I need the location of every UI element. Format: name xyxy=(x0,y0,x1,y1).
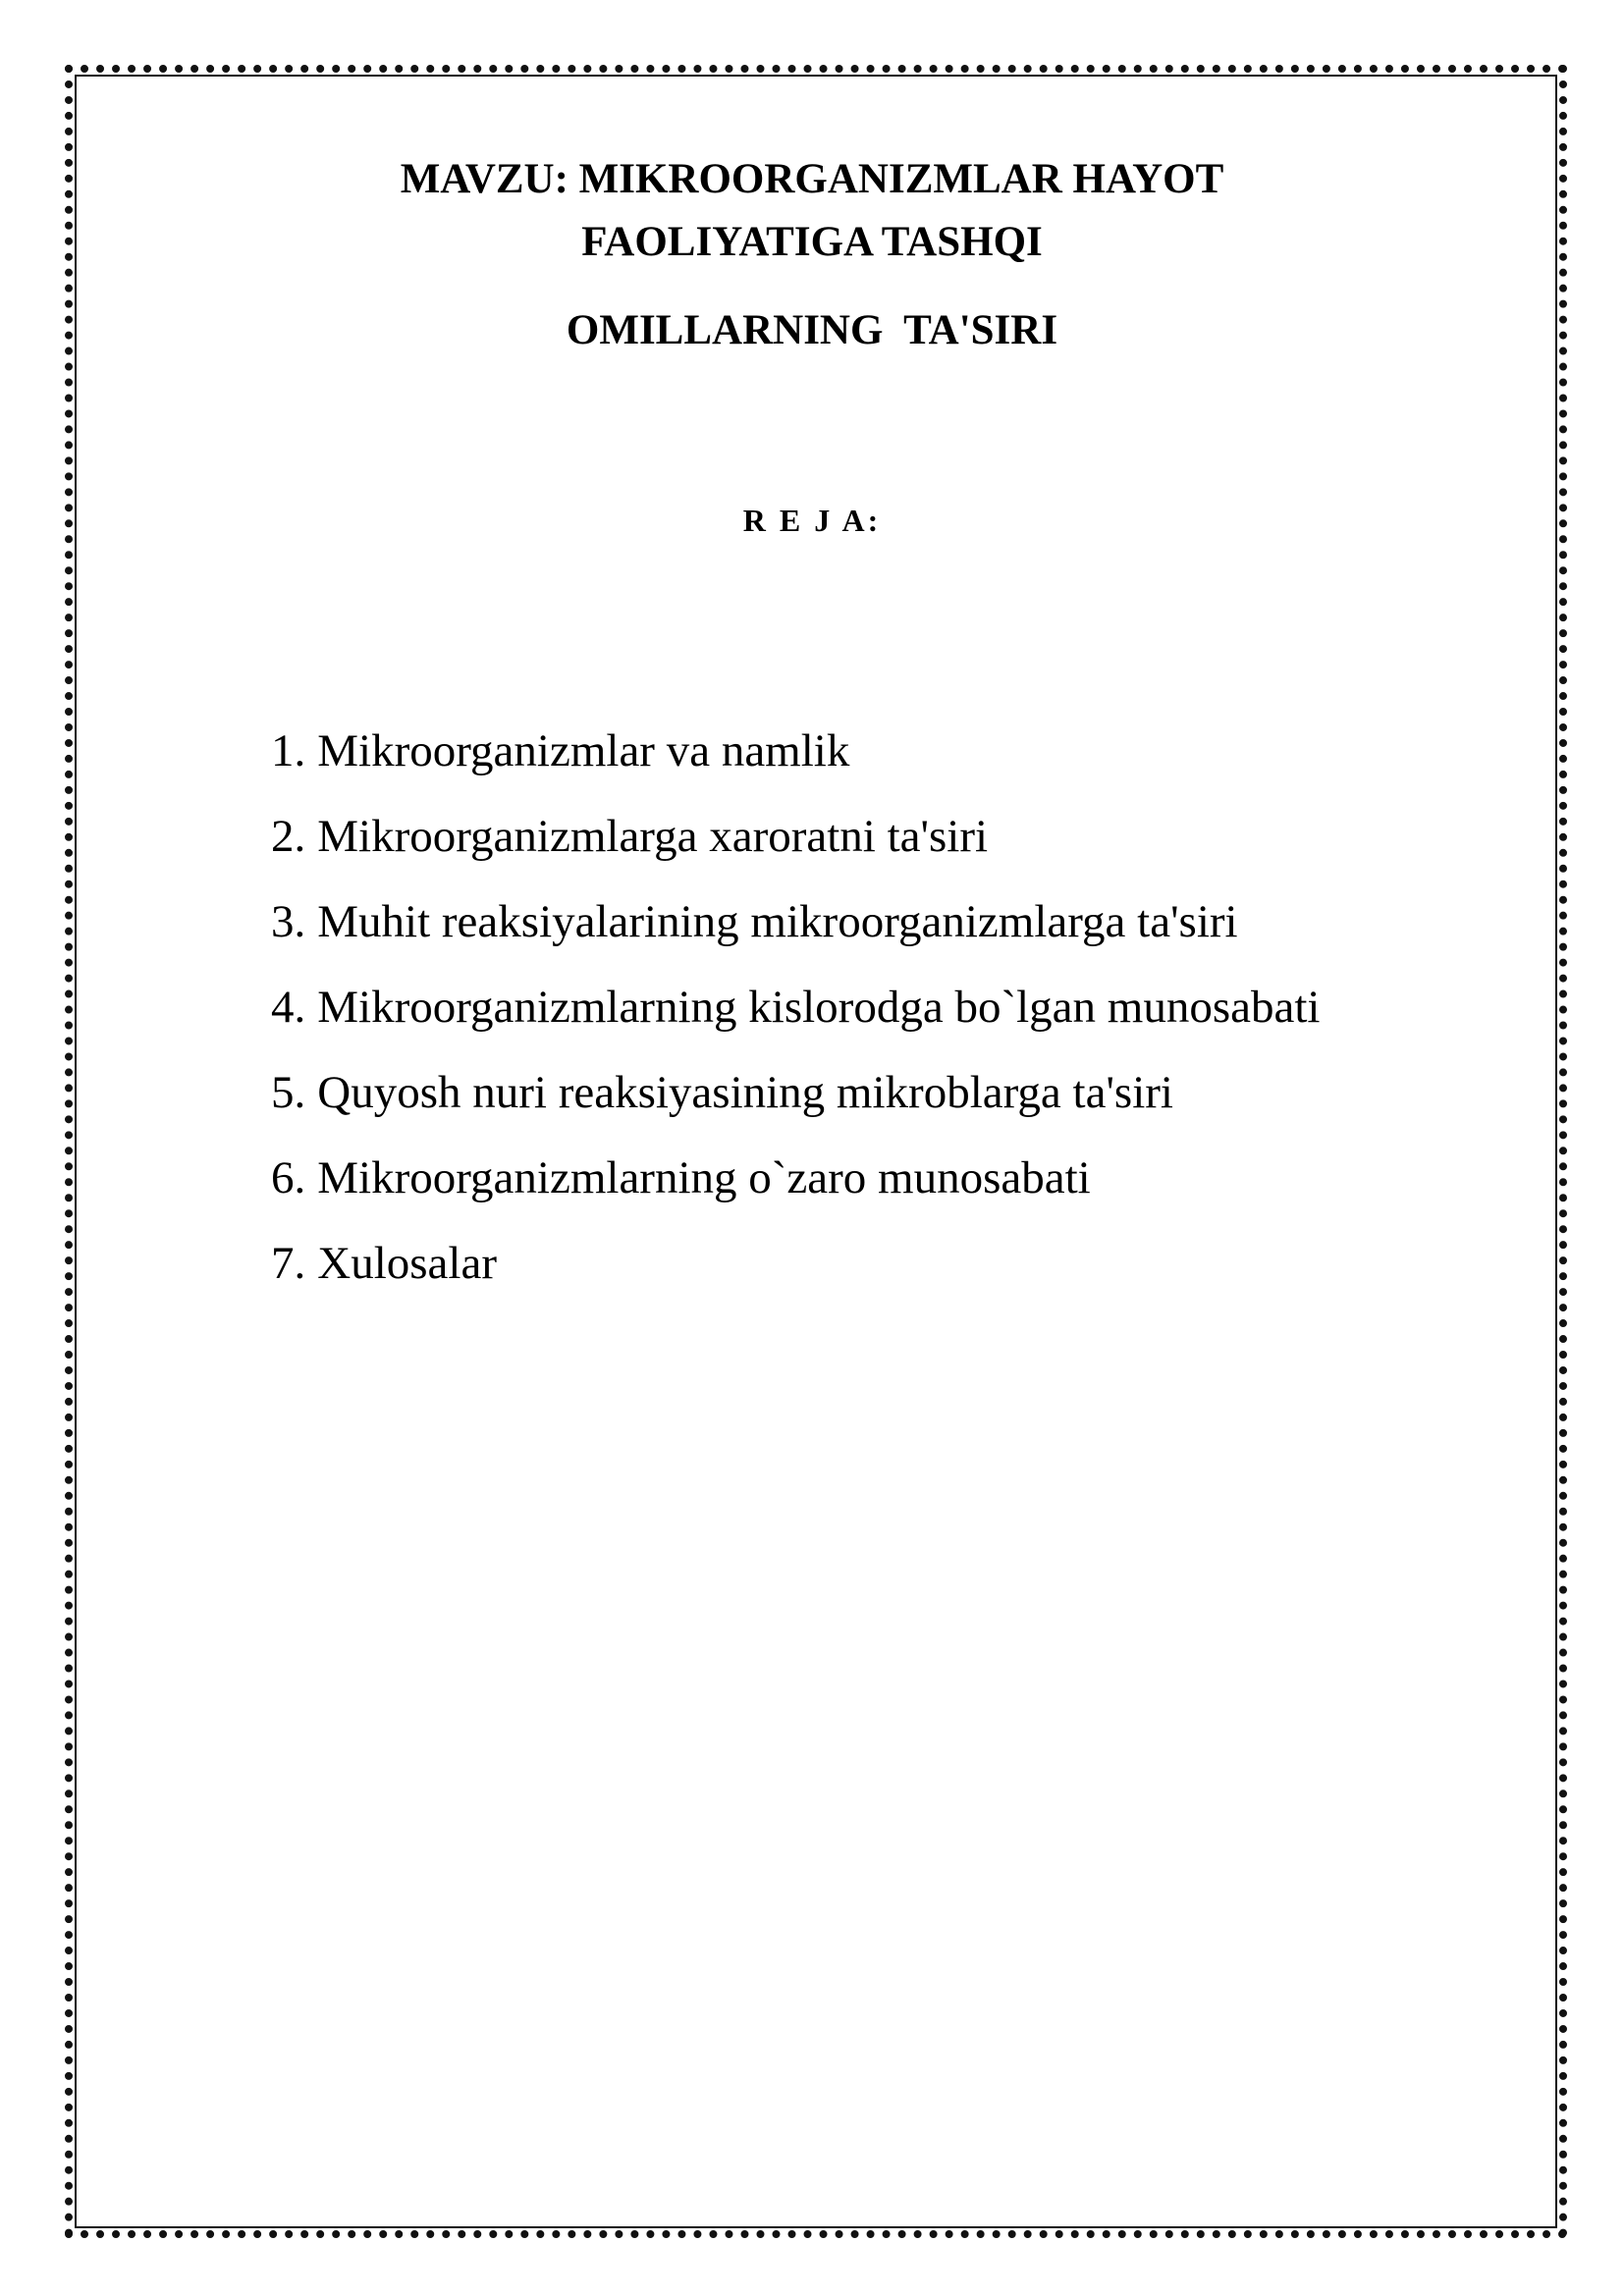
list-item xyxy=(271,1234,1320,1319)
list-item-number: 3. xyxy=(271,896,306,947)
list-item xyxy=(271,978,1320,1063)
list-item-text: Xulosalar xyxy=(317,1238,497,1289)
list-item xyxy=(271,1148,1320,1234)
list-item-number: 2. xyxy=(271,811,306,862)
list-item-text: Mikroorganizmlarga xaroratni ta'siri xyxy=(317,811,989,862)
list-item-number: 1. xyxy=(271,725,306,776)
list-item xyxy=(271,807,1320,892)
plan-list xyxy=(271,721,1320,1319)
list-item-text: Quyosh nuri reaksiyasining mikroblarga ta'siri xyxy=(317,1067,1173,1118)
list-item xyxy=(271,721,1320,807)
plan-heading: R E J A: xyxy=(742,503,882,538)
list-item xyxy=(271,892,1320,978)
title-line: MAVZU: MIKROORGANIZMLAR HAYOT xyxy=(400,156,1224,202)
list-item-number: 5. xyxy=(271,1067,306,1118)
title-line: FAOLIYATIGA TASHQI xyxy=(581,219,1043,265)
list-item-text: Mikroorganizmlarning kislorodga bo`lgan munosabati xyxy=(317,982,1321,1033)
list-item-number: 6. xyxy=(271,1152,306,1203)
list-item-text: Mikroorganizmlar va namlik xyxy=(317,725,850,776)
list-item-number: 4. xyxy=(271,982,306,1033)
list-item-number: 7. xyxy=(271,1238,306,1289)
list-item-text: Muhit reaksiyalarining mikroorganizmlarga ta'siri xyxy=(317,896,1238,947)
list-item xyxy=(271,1063,1320,1148)
list-item-text: Mikroorganizmlarning o`zaro munosabati xyxy=(317,1152,1091,1203)
title-line: OMILLARNING TA'SIRI xyxy=(566,307,1058,353)
